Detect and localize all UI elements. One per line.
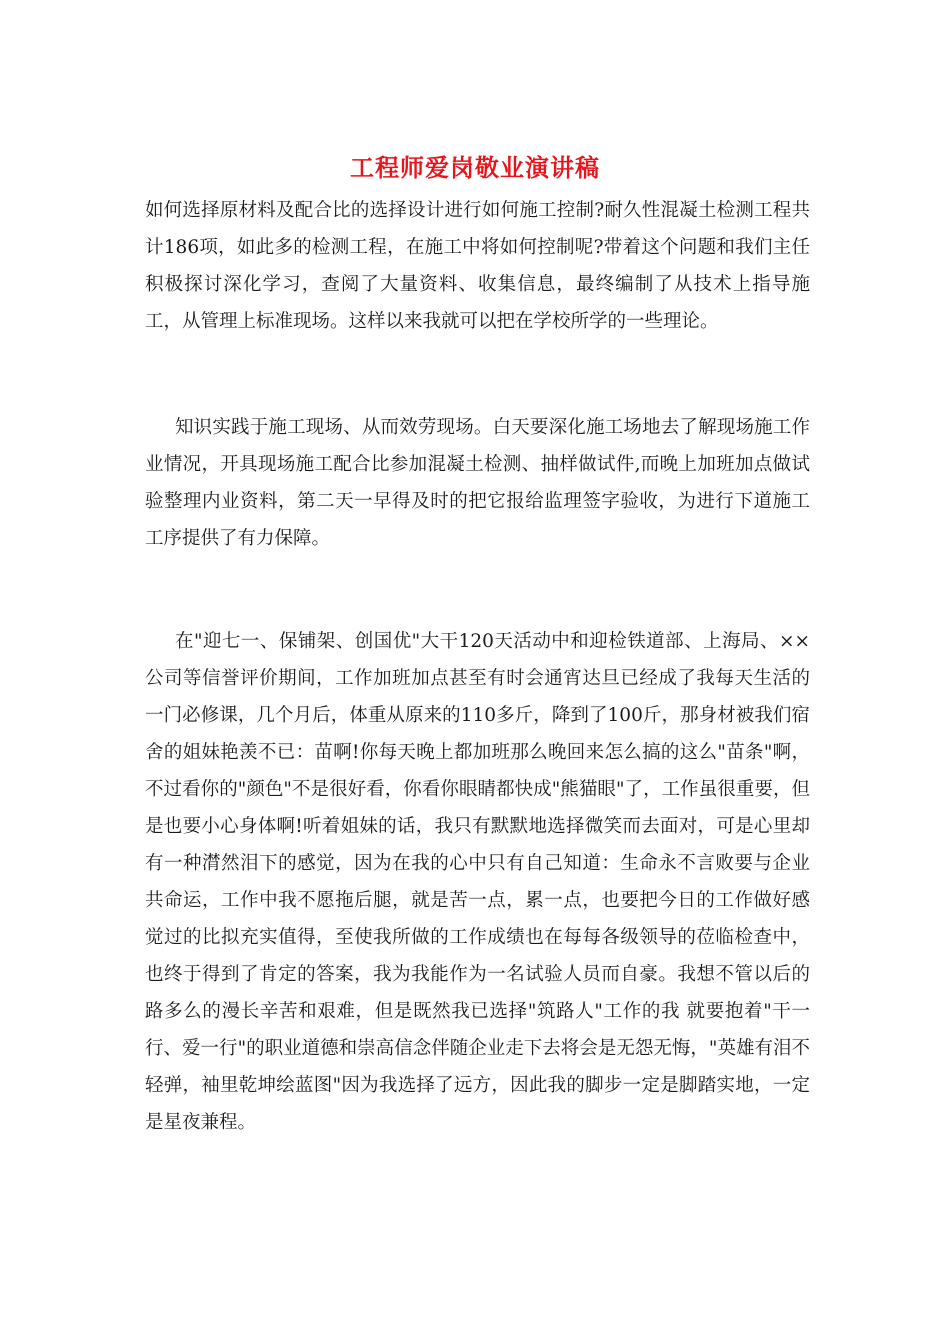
paragraph-2: 知识实践于施工现场、从而效劳现场。白天要深化施工场地去了解现场施工作业情况，开具现场施工配合比参加混凝土检测、抽样做试件,而晚上加班加点做试验整理内业资料，第二天一早得及时的把它报给监理签字验收，为进行下道施工工序提供了有力保障。	[145, 417, 810, 549]
paragraph-3: 在"迎七一、保铺架、创国优"大干120天活动中和迎检铁道部、上海局、××公司等信誉评价期间，工作加班加点甚至有时会通宵达旦已经成了我每天生活的一门必修课，几个月后，体重从原来的110多斤，降到了100斤，那身材被我们宿舍的姐妹艳羡不已：苗啊!你每天晚上都加班那么晚回来怎么搞的这么"苗条"啊，不过看你的"颜色"不是很好看，你看你眼睛都快成"熊猫眼"了，工作虽很重要，但是也要小心身体啊!听着姐妹的话，我只有默默地选择微笑而去面对，可是心里却有一种潸然泪下的感觉，因为在我的心中只有自己知道：生命永不言败要与企业共命运，工作中我不愿拖后腿，就是苦一点，累一点，也要把今日的工作做好感觉过的比拟充实值得，至使我所做的工作成绩也在每每各级领导的莅临检查中，也终于得到了肯定的答案，我为我能作为一名试验人员而自豪。我想不管以后的路多么的漫长辛苦和艰难，但是既然我已选择"筑路人"工作的我 就要抱着"干一行、爱一行"的职业道德和崇高信念伴随企业走下去将会是无怨无悔，"英雄有泪不轻弹，袖里乾坤绘蓝图"因为我选择了远方，因此我的脚步一定是脚踏实地，一定是星夜兼程。	[145, 631, 810, 1133]
paragraph-1: 如何选择原材料及配合比的选择设计进行如何施工控制?耐久性混凝土检测工程共计186项，如此多的检测工程，在施工中将如何控制呢?带着这个问题和我们主任积极探讨深化学习，查阅了大量资料、收集信息，最终编制了从技术上指导施工，从管理上标准现场。这样以来我就可以把在学校所学的一些理论。	[145, 200, 810, 332]
document-title: 工程师爱岗敬业演讲稿	[350, 153, 600, 182]
